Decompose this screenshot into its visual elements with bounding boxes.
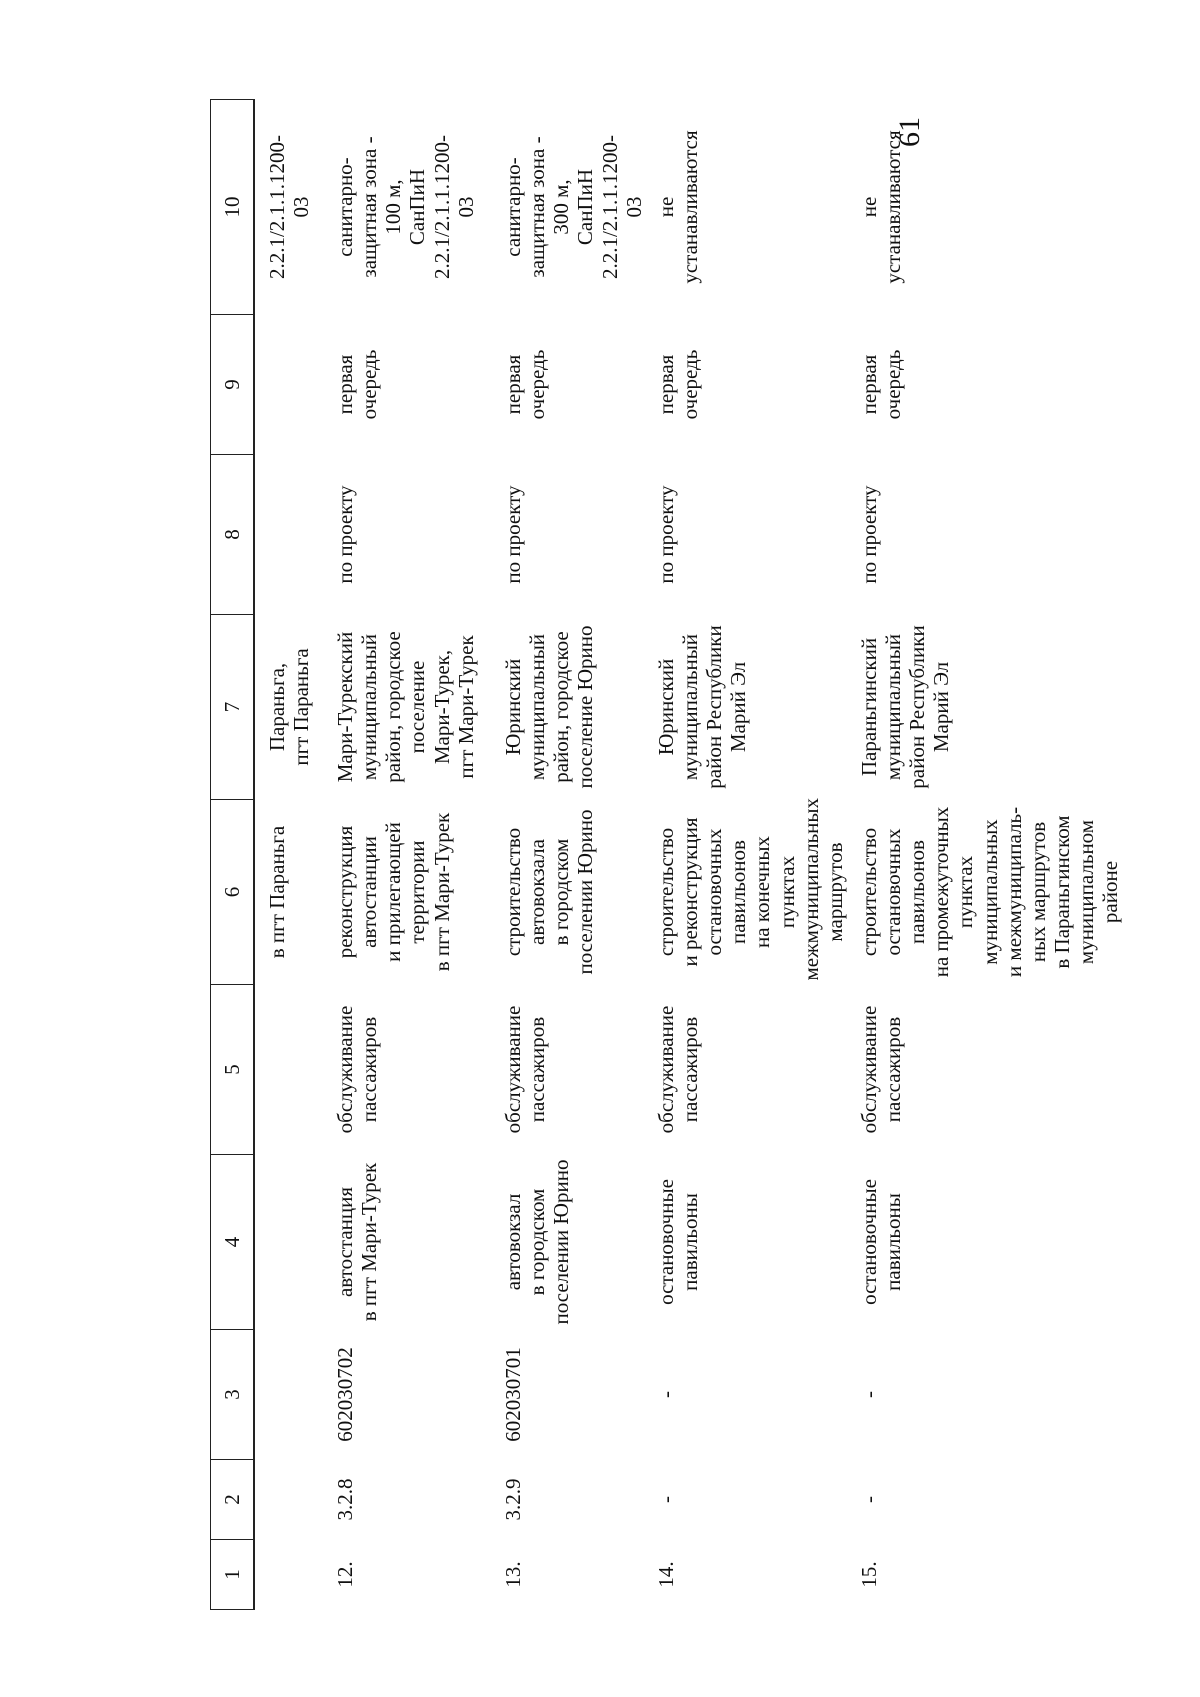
cell-empty	[254, 1155, 329, 1330]
cell-object-description: реконструкция автостанции и прилегающей территории в пгт Мари-Турек	[333, 812, 454, 972]
cell-object-description: строительство и реконструкция остановочных павильонов на конечных пунктах межмуниципальных маршрутов	[653, 797, 847, 981]
cell-zone: не устанавливаются	[653, 130, 702, 284]
cell-object-code: 602030701	[501, 1347, 525, 1442]
cell-row-number: 13.	[501, 1561, 525, 1588]
cell-purpose: обслуживание пассажиров	[333, 1005, 382, 1134]
col-num-8: 8	[211, 455, 255, 615]
cell-stage: первая очередь	[856, 349, 905, 420]
cell-code: -	[653, 1496, 678, 1503]
cell-zone: 2.2.1/2.1.1.1200- 03	[265, 134, 314, 280]
cell-zone: санитарно- защитная зона - 100 м, СанПиН 2.2.1/2.1.1.1200- 03	[333, 134, 478, 280]
col-num-4: 4	[211, 1155, 255, 1330]
cell-object-code: -	[653, 1391, 678, 1398]
col-num-3: 3	[211, 1330, 255, 1460]
cell-object-name: автостанция в пгт Мари-Турек	[333, 1162, 382, 1322]
cell-stage: первая очередь	[333, 349, 382, 420]
cell-stage: первая очередь	[501, 349, 550, 420]
cell-row-number: 14.	[653, 1561, 678, 1588]
data-table	[210, 99, 1151, 1610]
cell-empty	[254, 985, 329, 1155]
cell-row-number: 12.	[333, 1561, 357, 1588]
cell-code: 3.2.9	[501, 1478, 525, 1521]
cell-purpose: обслуживание пассажиров	[501, 1005, 550, 1134]
cell-parameters: по проекту	[856, 485, 881, 584]
cell-empty	[254, 1330, 329, 1460]
continuation-row	[254, 100, 329, 1610]
cell-empty	[254, 455, 329, 615]
cell-zone: не устанавливаются	[856, 130, 905, 284]
rotated-table-container	[210, 100, 1123, 1610]
cell-empty	[254, 1540, 329, 1610]
cell-object-description: строительство остановочных павильонов на промежуточных пунктах муниципальных и межмуниципаль- ных маршрутов в Параньгинском муниципальном районе	[856, 806, 1123, 978]
col-num-10: 10	[211, 100, 255, 315]
page-number: 61	[893, 117, 926, 147]
col-num-1: 1	[211, 1540, 255, 1610]
table-row	[497, 100, 650, 1610]
cell-object-description: строительство автовокзала в городском поселении Юрино	[501, 809, 598, 975]
cell-location: Юринский муниципальный район Республики Марий Эл	[653, 625, 751, 789]
column-number-row	[211, 100, 255, 1610]
cell-code: -	[856, 1496, 881, 1503]
cell-object-code: 602030702	[333, 1347, 357, 1442]
cell-empty	[254, 1460, 329, 1540]
cell-purpose: обслуживание пассажиров	[653, 1005, 702, 1134]
cell-object-description: в пгт Параньга	[265, 825, 289, 959]
col-num-5: 5	[211, 985, 255, 1155]
cell-location: Параньга, пгт Параньга	[265, 648, 314, 766]
col-num-7: 7	[211, 615, 255, 800]
cell-object-name: автовокзал в городском поселении Юрино	[501, 1159, 574, 1325]
cell-parameters: по проекту	[333, 485, 357, 584]
cell-location: Параньгинский муниципальный район Республики Марий Эл	[856, 625, 954, 789]
col-num-2: 2	[211, 1460, 255, 1540]
cell-zone: санитарно- защитная зона - 300 м, СанПиН 2.2.1/2.1.1.1200- 03	[501, 134, 646, 280]
cell-purpose: обслуживание пассажиров	[856, 1005, 905, 1134]
cell-code: 3.2.8	[333, 1478, 357, 1521]
cell-location: Мари-Турекский муниципальный район, городское поселение Мари-Турек, пгт Мари-Турек	[333, 631, 478, 783]
cell-stage: первая очередь	[653, 349, 702, 420]
col-num-9: 9	[211, 315, 255, 455]
cell-empty	[254, 315, 329, 455]
cell-parameters: по проекту	[501, 485, 525, 584]
table-row	[329, 100, 497, 1610]
cell-object-name: остановочные павильоны	[856, 1179, 905, 1305]
cell-row-number: 15.	[856, 1561, 881, 1588]
cell-parameters: по проекту	[653, 485, 678, 584]
table-row	[853, 100, 1151, 1610]
col-num-6: 6	[211, 800, 255, 985]
cell-object-code: -	[856, 1391, 881, 1398]
cell-object-name: остановочные павильоны	[653, 1179, 702, 1305]
table-row	[650, 100, 853, 1610]
cell-location: Юринский муниципальный район, городское поселение Юрино	[501, 625, 598, 789]
